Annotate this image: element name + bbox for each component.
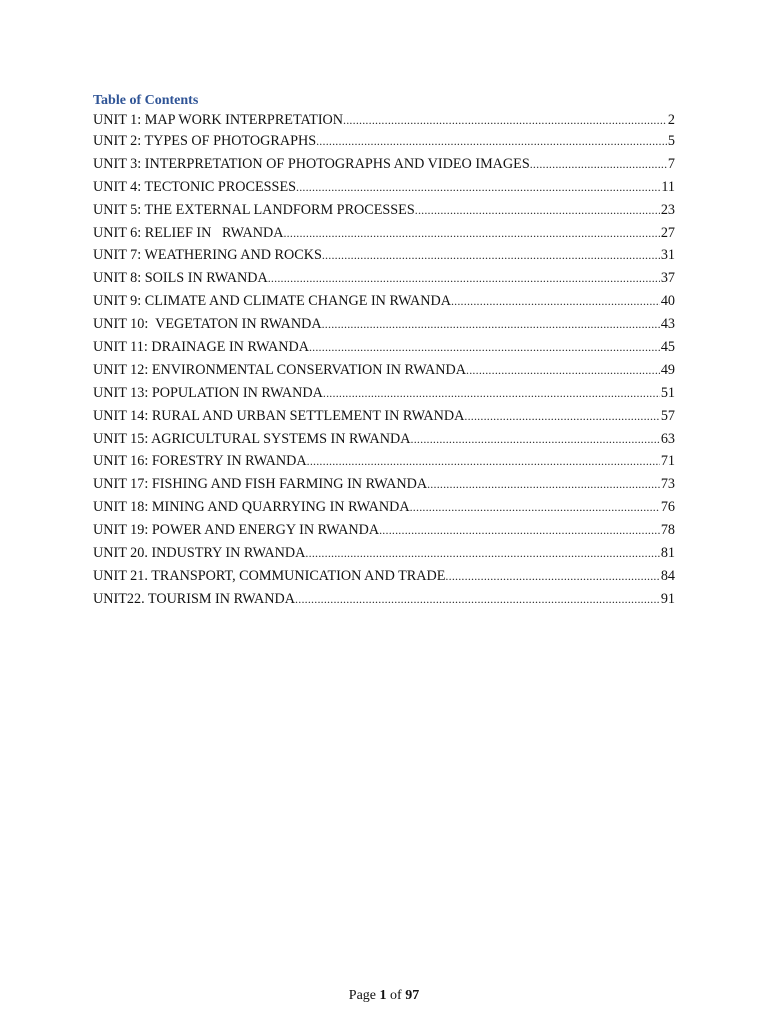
toc-entry-page-number: 7 [667,155,675,172]
toc-dot-leader [323,382,660,405]
toc-entry-title: UNIT 13: POPULATION IN RWANDA [93,384,323,401]
toc-entry-title: UNIT 11: DRAINAGE IN RWANDA [93,339,309,356]
toc-entry-title: UNIT 15: AGRICULTURAL SYSTEMS IN RWANDA [93,430,411,447]
toc-dot-leader [410,496,660,519]
toc-list [93,110,675,611]
footer-of-label: of [390,988,402,1003]
toc-dot-leader [451,290,660,313]
toc-entry[interactable] [93,199,675,222]
toc-dot-leader [466,359,660,382]
toc-entry-page-number: 81 [660,545,675,562]
toc-heading: Table of Contents [93,93,199,108]
toc-entry[interactable] [93,336,675,359]
toc-entry[interactable] [93,244,675,267]
toc-entry-page-number: 2 [667,112,675,128]
toc-dot-leader [445,565,659,588]
toc-entry-title: UNIT22. TOURISM IN RWANDA [93,590,296,607]
toc-entry[interactable] [93,519,675,542]
toc-entry-title: UNIT 16: FORESTRY IN RWANDA [93,453,307,470]
toc-entry-title: UNIT 19: POWER AND ENERGY IN RWANDA [93,522,380,539]
footer-page-label: Page [348,988,377,1003]
toc-dot-leader [343,110,667,130]
toc-dot-leader [296,176,660,199]
toc-entry[interactable] [93,473,675,496]
toc-dot-leader [268,267,660,290]
toc-entry-page-number: 40 [660,293,675,310]
toc-dot-leader [283,222,659,245]
toc-entry[interactable] [93,542,675,565]
toc-entry-page-number: 27 [660,224,675,241]
toc-dot-leader [295,588,660,611]
toc-entry[interactable] [93,496,675,519]
toc-entry-page-number: 43 [660,316,675,333]
toc-entry[interactable] [93,222,675,245]
toc-entry-title: UNIT 10: VEGETATON IN RWANDA [93,316,322,333]
toc-entry-title: UNIT 6: RELIEF IN RWANDA [93,224,284,241]
toc-entry-page-number: 76 [660,499,675,516]
toc-entry[interactable] [93,267,675,290]
toc-entry-title: UNIT 20. INDUSTRY IN RWANDA [93,545,306,562]
toc-entry-page-number: 57 [660,407,675,424]
footer-current-page: 1 [379,988,387,1003]
toc-dot-leader [309,336,660,359]
toc-entry-title: UNIT 18: MINING AND QUARRYING IN RWANDA [93,499,410,516]
toc-entry-page-number: 84 [660,567,675,584]
toc-entry-page-number: 51 [660,384,675,401]
toc-entry-title: UNIT 5: THE EXTERNAL LANDFORM PROCESSES [93,201,415,218]
toc-dot-leader [379,519,660,542]
toc-dot-leader [530,153,667,176]
toc-entry-page-number: 11 [661,178,675,195]
toc-entry-page-number: 73 [660,476,675,493]
toc-entry[interactable] [93,290,675,313]
toc-entry-title: UNIT 7: WEATHERING AND ROCKS [93,247,322,264]
toc-entry-title: UNIT 12: ENVIRONMENTAL CONSERVATION IN RWANDA [93,361,467,378]
toc-entry[interactable] [93,130,675,153]
toc-entry[interactable] [93,428,675,451]
page-footer [0,988,768,1004]
toc-entry-title: UNIT 8: SOILS IN RWANDA [93,270,268,287]
toc-entry[interactable] [93,176,675,199]
toc-entry[interactable] [93,450,675,473]
toc-entry-title: UNIT 21. TRANSPORT, COMMUNICATION AND TRADE [93,567,446,584]
toc-entry-page-number: 49 [660,361,675,378]
toc-entry-page-number: 91 [660,590,675,607]
toc-entry-page-number: 63 [660,430,675,447]
toc-entry-page-number: 31 [660,247,675,264]
table-of-contents [93,92,675,611]
toc-entry-title: UNIT 4: TECTONIC PROCESSES [93,178,296,195]
toc-entry-title: UNIT 2: TYPES OF PHOTOGRAPHS [93,133,317,149]
toc-entry-title: UNIT 14: RURAL AND URBAN SETTLEMENT IN RWANDA [93,407,465,424]
toc-dot-leader [307,450,660,473]
toc-entry[interactable] [93,588,675,611]
toc-dot-leader [427,473,660,496]
toc-dot-leader [316,130,667,153]
toc-entry-page-number: 5 [667,133,675,149]
toc-entry[interactable] [93,110,675,130]
toc-entry-title: UNIT 9: CLIMATE AND CLIMATE CHANGE IN RWANDA [93,293,451,310]
toc-entry-page-number: 78 [660,522,675,539]
toc-entry-page-number: 71 [660,453,675,470]
toc-dot-leader [411,428,660,451]
footer-total-pages: 97 [405,988,420,1003]
toc-entry[interactable] [93,313,675,336]
toc-dot-leader [464,405,659,428]
toc-entry-page-number: 23 [660,201,675,218]
toc-dot-leader [322,244,660,267]
toc-entry-title: UNIT 1: MAP WORK INTERPRETATION [93,112,344,128]
toc-dot-leader [305,542,659,565]
toc-entry[interactable] [93,565,675,588]
toc-entry-page-number: 37 [660,270,675,287]
toc-entry[interactable] [93,405,675,428]
toc-dot-leader [322,313,660,336]
toc-entry-title: UNIT 17: FISHING AND FISH FARMING IN RWANDA [93,476,428,493]
toc-entry[interactable] [93,382,675,405]
toc-entry[interactable] [93,359,675,382]
toc-entry-title: UNIT 3: INTERPRETATION OF PHOTOGRAPHS AND VIDEO IMAGES [93,155,530,172]
toc-entry-page-number: 45 [660,339,675,356]
toc-entry[interactable] [93,153,675,176]
toc-dot-leader [415,199,660,222]
